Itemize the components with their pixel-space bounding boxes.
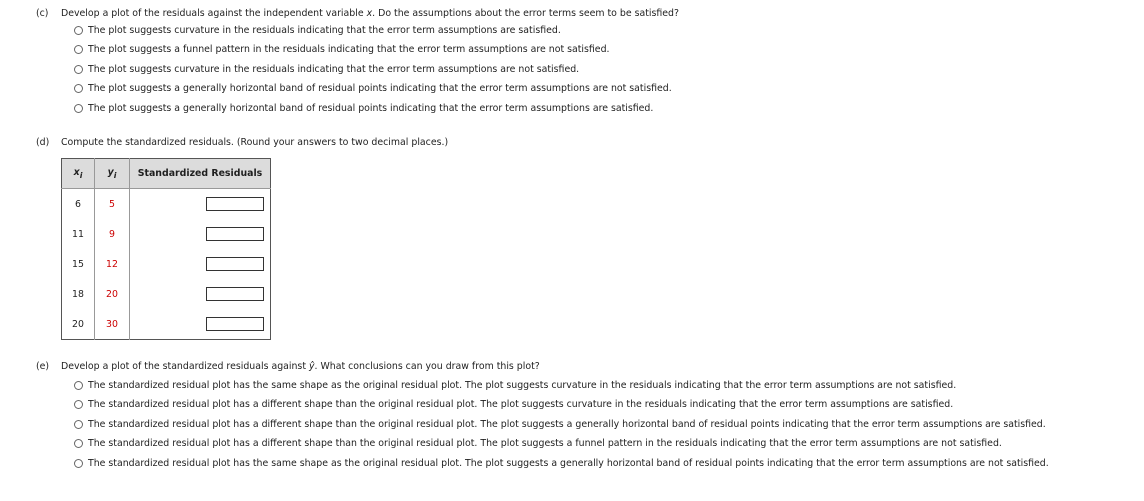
x-value: 18 [62, 279, 95, 309]
residuals-table [61, 158, 271, 340]
part-c-option-1[interactable]: The plot suggests curvature in the residuals indicating that the error term assumptions are satisfied. [74, 25, 561, 36]
part-e-question: (e) Develop a plot of the standardized residuals against ŷ. What conclusions can you draw from this plot? [36, 361, 540, 372]
radio-button[interactable] [74, 439, 83, 448]
y-value: 9 [95, 219, 130, 249]
table-row [62, 309, 271, 340]
standardized-residual-input-1[interactable] [206, 197, 264, 211]
radio-button[interactable] [74, 400, 83, 409]
table-row [62, 279, 271, 309]
table-row [62, 189, 271, 220]
part-d-question: (d) Compute the standardized residuals. (Round your answers to two decimal places.) [36, 137, 449, 148]
y-value: 30 [95, 309, 130, 340]
part-c-option-3[interactable]: The plot suggests curvature in the residuals indicating that the error term assumptions are not satisfied. [74, 64, 579, 75]
y-value: 20 [95, 279, 130, 309]
part-c-question: (c) Develop a plot of the residuals against the independent variable x. Do the assumptions about the error terms seem to be satisfied? [36, 8, 679, 19]
standardized-residual-input-2[interactable] [206, 227, 264, 241]
part-e-option-1[interactable]: The standardized residual plot has the same shape as the original residual plot. The plot suggests curvature in the residuals indicating that the error term assumptions are not satisfied. [74, 380, 956, 391]
part-d-label: (d) [36, 137, 50, 148]
radio-button[interactable] [74, 84, 83, 93]
header-standardized-residuals: Standardized Residuals [130, 159, 271, 189]
radio-button[interactable] [74, 65, 83, 74]
radio-button[interactable] [74, 381, 83, 390]
y-value: 12 [95, 249, 130, 279]
header-x: $x_i$ [62, 159, 95, 189]
table-row [62, 219, 271, 249]
x-value: 6 [62, 189, 95, 220]
radio-button[interactable] [74, 26, 83, 35]
x-value: 20 [62, 309, 95, 340]
part-c-label: (c) [36, 8, 49, 19]
radio-button[interactable] [74, 420, 83, 429]
part-e-option-3[interactable]: The standardized residual plot has a different shape than the original residual plot. The plot suggests a generally horizontal band of residual points indicating that the error term assumptions are satisfied. [74, 419, 1046, 430]
part-c-option-2[interactable]: The plot suggests a funnel pattern in the residuals indicating that the error term assumptions are not satisfied. [74, 44, 610, 55]
radio-button[interactable] [74, 104, 83, 113]
standardized-residual-input-3[interactable] [206, 257, 264, 271]
part-e-option-2[interactable]: The standardized residual plot has a different shape than the original residual plot. The plot suggests curvature in the residuals indicating that the error term assumptions are satisfied. [74, 399, 953, 410]
part-e-option-5[interactable]: The standardized residual plot has the same shape as the original residual plot. The plot suggests a generally horizontal band of residual points indicating that the error term assumptions are not satisfied. [74, 458, 1049, 469]
header-y: $y_i$ [95, 159, 130, 189]
part-e-label: (e) [36, 361, 50, 372]
standardized-residual-input-5[interactable] [206, 317, 264, 331]
part-e-option-4[interactable]: The standardized residual plot has a different shape than the original residual plot. The plot suggests a funnel pattern in the residuals indicating that the error term assumptions are not satisfied. [74, 438, 1002, 449]
y-value: 5 [95, 189, 130, 220]
x-value: 11 [62, 219, 95, 249]
table-row [62, 249, 271, 279]
radio-button[interactable] [74, 45, 83, 54]
x-value: 15 [62, 249, 95, 279]
part-c-option-4[interactable]: The plot suggests a generally horizontal band of residual points indicating that the error term assumptions are not satisfied. [74, 83, 672, 94]
part-c-option-5[interactable]: The plot suggests a generally horizontal band of residual points indicating that the error term assumptions are satisfied. [74, 103, 653, 114]
standardized-residual-input-4[interactable] [206, 287, 264, 301]
radio-button[interactable] [74, 459, 83, 468]
